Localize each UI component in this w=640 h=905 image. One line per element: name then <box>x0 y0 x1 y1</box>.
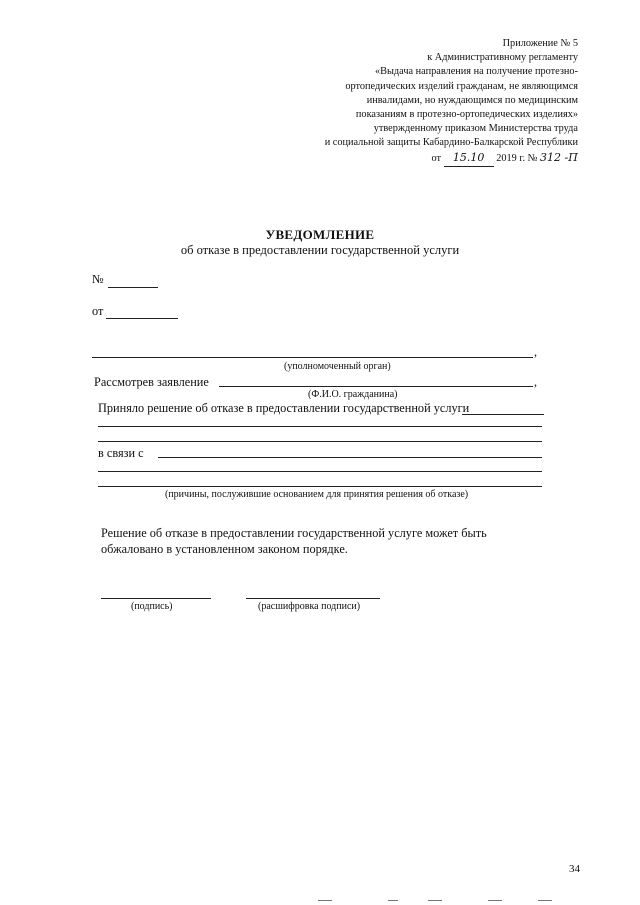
considered-label: Рассмотрев заявление <box>94 375 209 389</box>
authority-caption: (уполномоченный орган) <box>284 361 391 372</box>
signature-decode-caption: (расшифровка подписи) <box>258 601 361 612</box>
regulation-header <box>258 37 578 167</box>
signature-caption: (подпись) <box>131 601 173 612</box>
handwritten-date: 15.10 <box>452 150 485 164</box>
decision-text: Приняло решение об отказе в предоставлении государственной услуги <box>98 401 470 415</box>
blank-line <box>98 441 542 442</box>
citizen-line <box>219 386 533 387</box>
date-prefix: от <box>431 152 442 164</box>
blank-line <box>98 471 542 472</box>
citizen-caption: (Ф.И.О. гражданина) <box>308 389 398 400</box>
blank-line <box>98 486 542 487</box>
date-label: от <box>92 304 104 318</box>
number-field-line <box>108 287 158 288</box>
blank-line <box>98 426 542 427</box>
document-subtitle: об отказе в предоставлении государственной услуги <box>180 243 460 257</box>
header-line: «Выдача направления на получение протезно- <box>375 66 578 78</box>
scan-artifact <box>538 900 552 901</box>
authority-line <box>92 357 533 358</box>
header-line: ортопедических изделий гражданам, не являющимся <box>345 80 578 92</box>
scan-artifact <box>428 900 442 901</box>
handwritten-number: 312 -П <box>540 150 578 164</box>
signature-decode-line <box>246 598 380 599</box>
header-date-line <box>258 151 578 167</box>
scan-artifact <box>488 900 502 901</box>
appeal-text-line-1: Решение об отказе в предоставлении государственной услуге может быть <box>101 526 487 540</box>
reason-line <box>158 457 542 458</box>
header-line: к Административному регламенту <box>427 52 578 64</box>
reason-label: в связи с <box>98 446 144 460</box>
page-number: 34 <box>569 863 580 875</box>
header-line: и социальной защиты Кабардино-Балкарской Республики <box>324 137 578 149</box>
header-line: инвалидами, но нуждающимся по медицинским <box>366 94 578 106</box>
year-text: 2019 г. № <box>496 152 538 164</box>
scan-artifact <box>318 900 332 901</box>
header-line: утвержденному приказом Министерства труда <box>373 123 578 135</box>
decision-line <box>462 414 544 415</box>
header-line: Приложение № 5 <box>502 38 578 49</box>
appeal-text-line-2: обжаловано в установленном законом порядке. <box>101 542 348 556</box>
reasons-caption: (причины, послужившие основанием для принятия решения об отказе) <box>165 489 469 500</box>
date-field-line <box>106 318 178 319</box>
scan-artifact <box>388 900 398 901</box>
document-title: УВЕДОМЛЕНИЕ <box>265 227 375 242</box>
signature-line <box>101 598 211 599</box>
number-label: № <box>92 272 104 286</box>
header-line: показаниям в протезно-ортопедических изделиях» <box>355 109 578 121</box>
